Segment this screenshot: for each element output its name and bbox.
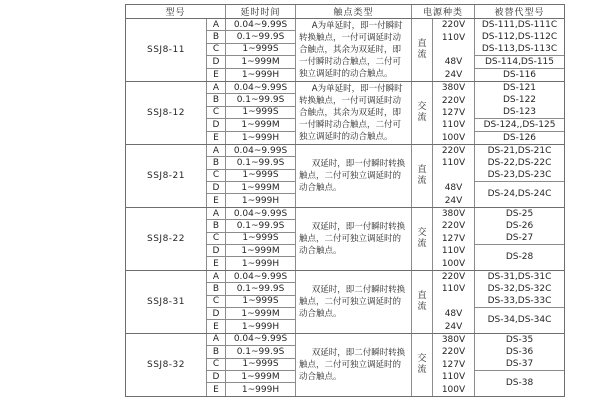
spec-table	[125, 4, 565, 397]
replaced-models-top	[475, 145, 564, 182]
delay-time-cell: 1~999M	[226, 245, 296, 257]
voltage-line: 380V	[433, 334, 475, 346]
contact-type-text: 双延时，即二付瞬时转换触点，二付可独立调延时的动合触点。	[299, 284, 406, 319]
delay-time-cell: 0.04~9.99S	[226, 334, 296, 346]
replaced-model-line: DS-23,DS-23C	[487, 170, 552, 181]
type-letter-cell: B	[207, 346, 226, 358]
delay-time-cell: 0.1~99.9S	[226, 94, 296, 106]
type-letter-cell: E	[207, 194, 226, 206]
voltage-line: 110V	[433, 31, 475, 43]
power-kind-char: 流	[417, 112, 427, 123]
replaced-model-line: DS-121	[502, 82, 537, 93]
delay-time-cell: 0.04~9.99S	[226, 19, 296, 31]
replaced-model-line: DS-112,DS-112C	[481, 32, 558, 43]
header-power-kind: 电源种类	[412, 5, 475, 18]
replaced-model-line: DS-33,DS-33C	[487, 295, 552, 306]
delay-time-cell: 1~999M	[226, 56, 296, 68]
replaced-model-line: DS-26	[505, 220, 534, 231]
replaced-model-line: DS-32,DS-32C	[487, 283, 552, 294]
table-section-ssj8-12	[126, 82, 564, 145]
contact-type-cell	[296, 334, 412, 396]
delay-time-cell: 0.1~99.9S	[226, 283, 296, 295]
voltage-line: 220V	[433, 271, 475, 283]
voltage-line: 127V	[433, 359, 475, 371]
voltage-line: 100V	[433, 257, 475, 269]
voltage-line: 100V	[433, 383, 475, 395]
delay-time-cell: 0.04~9.99S	[226, 208, 296, 220]
type-letter-cell: B	[207, 157, 226, 169]
voltage-line: 24V	[433, 194, 475, 206]
voltage-line: 110V	[433, 371, 475, 383]
power-kind-char: 流	[417, 301, 427, 312]
replaced-models-top	[475, 208, 564, 245]
replaced-model-line: DS-21,DS-21C	[487, 145, 552, 156]
contact-type-cell	[296, 19, 412, 81]
voltage-line: 220V	[433, 220, 475, 232]
model-cell: SSJ8-21	[126, 145, 207, 207]
type-letter-cell: E	[207, 383, 226, 395]
type-letter-cell: E	[207, 257, 226, 269]
power-kind-char: 直	[417, 164, 427, 175]
type-letter-cell: C	[207, 296, 226, 308]
replaced-model-line: DS-31,DS-31C	[487, 271, 552, 282]
power-kind-cell	[412, 82, 433, 144]
voltage-line: 110V	[433, 119, 475, 131]
replaced-model-line: DS-35	[505, 334, 534, 345]
type-letter-cell: E	[207, 69, 226, 81]
replaced-model-cell: DS-38	[505, 378, 534, 389]
replaced-model-cell: DS-34,DS-34C	[487, 315, 552, 326]
delay-time-cell: 0.04~9.99S	[226, 271, 296, 283]
power-kind-char: 交	[417, 353, 427, 364]
type-letter-cell: C	[207, 233, 226, 245]
type-letter-cell: D	[207, 56, 226, 68]
table-section-ssj8-11	[126, 19, 564, 82]
replaced-model-line: DS-122	[502, 95, 537, 106]
voltage-line: 380V	[433, 208, 475, 220]
contact-type-cell	[296, 145, 412, 207]
table-section-ssj8-31	[126, 271, 564, 334]
voltage-line	[433, 44, 475, 56]
replaced-models-top	[475, 19, 564, 56]
delay-time-cell: 1~999M	[226, 182, 296, 194]
power-kind-char: 交	[417, 101, 427, 112]
header-contact-type: 触点类型	[296, 5, 412, 18]
header-replaced-model: 被替代型号	[494, 8, 545, 18]
delay-time-cell: 1~999S	[226, 107, 296, 119]
model-cell: SSJ8-12	[126, 82, 207, 144]
type-letter-cell: E	[207, 320, 226, 332]
voltage-line: 24V	[433, 320, 475, 332]
contact-type-text: A为单延时，即一付瞬时转换触点，一付可调延时动合触点，其余为双延时，即一付瞬时动合触点，二付可独立调延时的动合触点。	[299, 83, 403, 142]
voltage-line	[433, 296, 475, 308]
model-cell: SSJ8-11	[126, 19, 207, 81]
header-delay-time: 延时时间	[226, 5, 296, 18]
voltage-line: 110V	[433, 245, 475, 257]
type-letter-cell: C	[207, 44, 226, 56]
type-letter-cell: A	[207, 271, 226, 283]
type-letter-cell: A	[207, 208, 226, 220]
delay-time-cell: 1~999H	[226, 383, 296, 395]
power-kind-cell	[412, 19, 433, 81]
voltage-line: 220V	[433, 94, 475, 106]
power-kind-cell	[412, 145, 433, 207]
table-header-row	[126, 5, 564, 19]
delay-time-cell: 1~999H	[226, 132, 296, 144]
voltage-line: 24V	[433, 69, 475, 81]
replaced-models-top	[475, 271, 564, 308]
replaced-model-line: DS-123	[502, 107, 537, 118]
header-model: 型号	[126, 5, 226, 18]
replaced-model-cell: DS-24,DS-24C	[487, 189, 552, 200]
contact-type-cell	[296, 271, 412, 333]
contact-type-cell	[296, 82, 412, 144]
delay-time-cell: 0.04~9.99S	[226, 145, 296, 157]
voltage-line: 110V	[433, 157, 475, 169]
power-kind-char: 流	[417, 49, 427, 60]
type-letter-cell: D	[207, 245, 226, 257]
delay-time-cell: 0.1~99.9S	[226, 220, 296, 232]
model-cell: SSJ8-22	[126, 208, 207, 270]
delay-time-cell: 0.1~99.9S	[226, 157, 296, 169]
replaced-model-line: DS-27	[505, 233, 534, 244]
type-letter-cell: A	[207, 145, 226, 157]
replaced-model-cell: DS-126	[502, 132, 537, 143]
voltage-line: 48V	[433, 56, 475, 68]
voltage-line: 48V	[433, 308, 475, 320]
model-cell: SSJ8-31	[126, 271, 207, 333]
delay-time-cell: 0.1~99.9S	[226, 346, 296, 358]
delay-time-cell: 1~999H	[226, 69, 296, 81]
type-letter-cell: A	[207, 19, 226, 31]
replaced-model-line: DS-37	[505, 358, 534, 369]
type-letter-cell: B	[207, 94, 226, 106]
table-section-ssj8-32	[126, 334, 564, 396]
type-letter-cell: E	[207, 132, 226, 144]
table-section-ssj8-22	[126, 208, 564, 271]
voltage-line: 127V	[433, 107, 475, 119]
type-letter-cell: D	[207, 371, 226, 383]
type-letter-cell: A	[207, 334, 226, 346]
voltage-line	[433, 170, 475, 182]
contact-type-text: 双延时，即一付瞬时转换触点，二付可独立调延时的动合触点。	[299, 221, 406, 256]
replaced-model-line: DS-113,DS-113C	[481, 44, 558, 55]
type-letter-cell: C	[207, 170, 226, 182]
type-letter-cell: B	[207, 283, 226, 295]
power-kind-cell	[412, 334, 433, 396]
contact-type-text: 双延时，即一付瞬时转换触点，二付可独立调延时的动合触点。	[299, 158, 406, 193]
replaced-model-line: DS-25	[505, 208, 534, 219]
delay-time-cell: 0.1~99.9S	[226, 31, 296, 43]
replaced-model-cell: DS-28	[505, 252, 534, 263]
power-kind-cell	[412, 208, 433, 270]
power-kind-char: 流	[417, 238, 427, 249]
type-letter-cell: A	[207, 82, 226, 94]
delay-time-cell: 1~999S	[226, 44, 296, 56]
delay-time-cell: 1~999M	[226, 308, 296, 320]
replaced-model-line: DS-36	[505, 346, 534, 357]
delay-time-cell: 0.04~9.99S	[226, 82, 296, 94]
type-letter-cell: C	[207, 107, 226, 119]
replaced-model-cell: DS-116	[502, 69, 537, 80]
power-kind-char: 直	[417, 290, 427, 301]
contact-type-cell	[296, 208, 412, 270]
voltage-line: 220V	[433, 145, 475, 157]
voltage-line: 110V	[433, 283, 475, 295]
replaced-model-line: DS-111,DS-111C	[481, 20, 558, 31]
power-kind-char: 直	[417, 38, 427, 49]
type-letter-cell: B	[207, 220, 226, 232]
contact-type-text: 双延时，即二付瞬时转换触点，二付可独立调延时的动合触点。	[299, 347, 406, 382]
power-kind-char: 流	[417, 364, 427, 375]
delay-time-cell: 1~999S	[226, 359, 296, 371]
power-kind-cell	[412, 271, 433, 333]
type-letter-cell: D	[207, 182, 226, 194]
contact-type-text: A为单延时，即一付瞬时转换触点，一付可调延时动合触点，其余为双延时，即一付瞬时动合触点，二付可独立调延时的动合触点。	[299, 20, 403, 79]
voltage-line: 127V	[433, 233, 475, 245]
type-letter-cell: B	[207, 31, 226, 43]
voltage-line: 100V	[433, 132, 475, 144]
type-letter-cell: D	[207, 308, 226, 320]
voltage-line: 220V	[433, 19, 475, 31]
replaced-model-line: DS-22,DS-22C	[487, 158, 552, 168]
power-kind-char: 流	[417, 175, 427, 186]
delay-time-cell: 1~999S	[226, 170, 296, 182]
spec-table-body	[126, 19, 564, 396]
replaced-models-top	[475, 334, 564, 371]
replaced-model-cell: DS-124,,DS-125	[475, 119, 564, 131]
type-letter-cell: C	[207, 359, 226, 371]
delay-time-cell: 1~999H	[226, 257, 296, 269]
table-section-ssj8-21	[126, 145, 564, 208]
power-kind-char: 交	[417, 227, 427, 238]
delay-time-cell: 1~999M	[226, 371, 296, 383]
replaced-models-top	[475, 82, 564, 119]
voltage-line: 48V	[433, 182, 475, 194]
delay-time-cell: 1~999S	[226, 233, 296, 245]
delay-time-cell: 1~999M	[226, 119, 296, 131]
voltage-line: 380V	[433, 82, 475, 94]
voltage-line: 220V	[433, 346, 475, 358]
delay-time-cell: 1~999H	[226, 194, 296, 206]
delay-time-cell: 1~999S	[226, 296, 296, 308]
type-letter-cell: D	[207, 119, 226, 131]
model-cell: SSJ8-32	[126, 334, 207, 396]
replaced-model-cell: DS-114,DS-115	[475, 56, 564, 68]
delay-time-cell: 1~999H	[226, 320, 296, 332]
